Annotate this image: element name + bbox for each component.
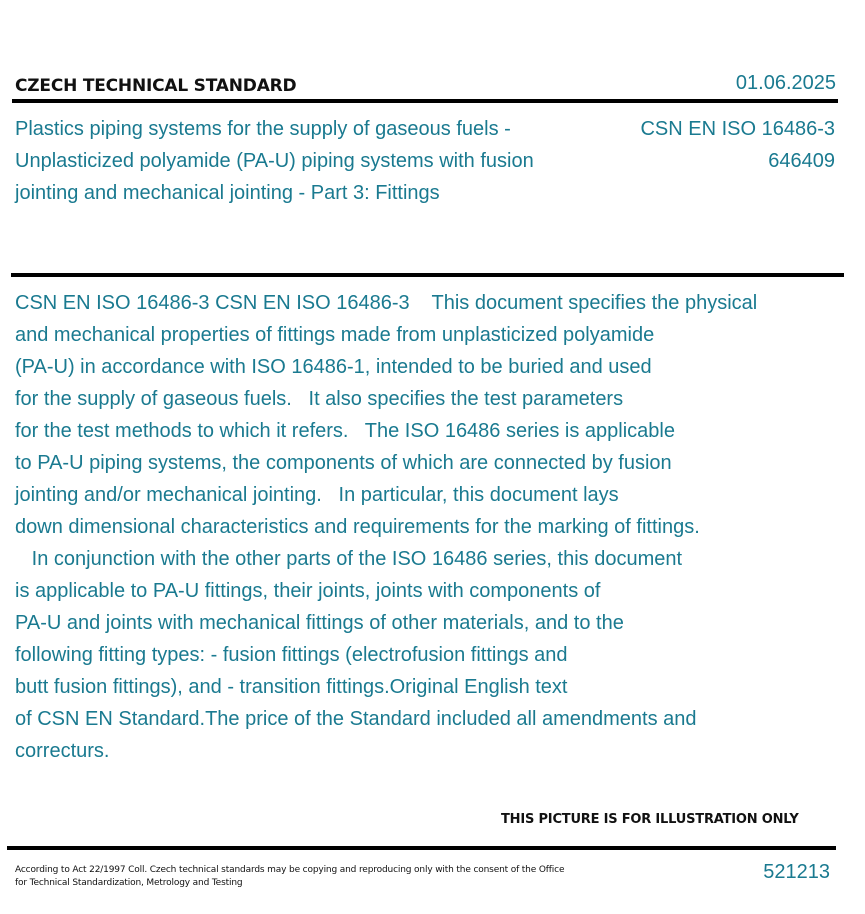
legal-notice-line: According to Act 22/1997 Coll. Czech technical standards may be copying and reproducing only with the consent of the Office bbox=[15, 865, 565, 875]
illustration-caption: THIS PICTURE IS FOR ILLUSTRATION ONLY bbox=[501, 812, 799, 827]
standard-title: Plastics piping systems for the supply of gaseous fuels - Unplasticized polyamide (PA-U) piping systems with fusion jointing and mechanical jointing - Part 3: Fittings bbox=[15, 118, 534, 204]
abstract-line: PA-U and joints with mechanical fittings of other materials, and to the bbox=[15, 612, 624, 634]
standard-designation: CSN EN ISO 16486-3 bbox=[640, 118, 835, 140]
document-number: 521213 bbox=[763, 861, 830, 883]
abstract-text bbox=[15, 287, 850, 767]
publication-date: 01.06.2025 bbox=[735, 72, 836, 94]
abstract-line: is applicable to PA-U fittings, their joints, joints with components of bbox=[15, 580, 601, 602]
standard-type-label: CZECH TECHNICAL STANDARD bbox=[15, 76, 297, 96]
abstract-line: of CSN EN Standard.The price of the Standard included all amendments and bbox=[15, 708, 697, 730]
title-divider bbox=[11, 273, 844, 277]
legal-notice-line: for Technical Standardization, Metrology and Testing bbox=[15, 878, 243, 888]
abstract-line: for the test methods to which it refers. The ISO 16486 series is applicable bbox=[15, 420, 675, 442]
abstract-line: following fitting types: - fusion fittings (electrofusion fittings and bbox=[15, 644, 568, 666]
abstract-line: down dimensional characteristics and requirements for the marking of fittings. bbox=[15, 516, 700, 538]
abstract-line: to PA-U piping systems, the components of which are connected by fusion bbox=[15, 452, 672, 474]
abstract-line: In conjunction with the other parts of the ISO 16486 series, this document bbox=[15, 548, 683, 570]
abstract-line: CSN EN ISO 16486-3 CSN EN ISO 16486-3 This document specifies the physical bbox=[15, 292, 758, 314]
standard-codes bbox=[640, 113, 835, 177]
abstract-line: jointing and/or mechanical jointing. In particular, this document lays bbox=[15, 484, 619, 506]
abstract-line: and mechanical properties of fittings made from unplasticized polyamide bbox=[15, 324, 655, 346]
header-divider bbox=[12, 99, 838, 103]
footer-divider bbox=[7, 846, 836, 850]
abstract-line: correcturs. bbox=[15, 740, 110, 762]
abstract-line: butt fusion fittings), and - transition fittings.Original English text bbox=[15, 676, 568, 698]
abstract-line: (PA-U) in accordance with ISO 16486-1, intended to be buried and used bbox=[15, 356, 652, 378]
classification-code: 646409 bbox=[768, 150, 835, 172]
legal-notice bbox=[15, 864, 605, 890]
abstract-line: for the supply of gaseous fuels. It also specifies the test parameters bbox=[15, 388, 624, 410]
